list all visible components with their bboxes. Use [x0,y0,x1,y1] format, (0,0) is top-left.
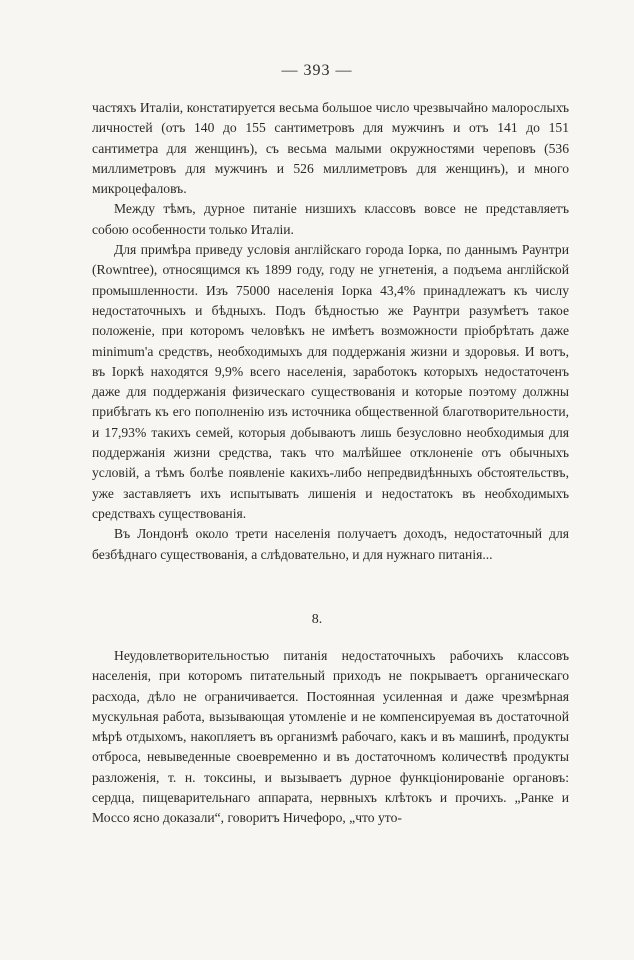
paragraph: частяхъ Италіи, констатируется весьма большое число чрезвычайно малорослыхъ личностей (отъ 140 до 155 сантиметровъ для мужчинъ и отъ 141 до 151 сантиметра для женщинъ), съ весьма малыми окружностями череповъ (536 миллиметровъ для мужчинъ и 526 миллиметровъ для женщинъ), и много микроцефаловъ. [92,100,569,197]
paragraph: Для примѣра приведу условія англійскаго города Іорка, по даннымъ Раунтри (Rowntree), относящимся къ 1899 году, году не угнетенія, а подъема англійской промышленности. Изъ 75000 населенія Іорка 43,4% принадлежатъ къ числу недостаточныхъ и бѣдныхъ. Подъ бѣдностью же Раунтри разумѣетъ такое положеніе, при которомъ человѣкъ не имѣетъ возможности пріобрѣтать даже minimum'а средствъ, необходимыхъ для поддержанія жизни и здоровья. И вотъ, въ Іоркѣ находятся 9,9% всего населенія, заработокъ которыхъ недостаточенъ даже для поддержанія физическаго существованія и которые поэтому должны прибѣгать къ его пополненію изъ источника общественной благотворительности, и 17,93% такихъ семей, которыя добываютъ лишь безусловно необходимыя для поддержанія жизни средства, такъ что малѣйшее отклоненіе отъ обычныхъ условій, а тѣмъ болѣе появленіе какихъ-либо непредвидѣнныхъ обстоятельствъ, уже заставляетъ ихъ испытывать лишенія и недостатокъ въ необходимыхъ средствахъ существованія. [92,242,569,521]
text-block-bottom [92,646,569,829]
page-number: — 393 — [281,62,353,79]
section-number: 8. [311,612,323,627]
paragraph: Въ Лондонѣ около трети населенія получаетъ доходъ, недостаточный для безбѣднаго существованія, а слѣдовательно, и для нужнаго питанія... [92,526,569,562]
paragraph: Неудовлетворительностью питанія недостаточныхъ рабочихъ классовъ населенія, при которомъ питательный приходъ не покрываетъ органическаго расхода, дѣло не ограничивается. Постоянная усиленная и даже чрезмѣрная мускульная работа, вызывающая утомленіе и не компенсируемая въ достаточной мѣрѣ отдыхомъ, накопляетъ въ организмѣ рабочаго, какъ и въ машинѣ, продукты отброса, невыведенные своевременно и въ достаточномъ количествѣ продукты разложенія, т. н. токсины, и вызываетъ дурное функціонированіе органовъ: сердца, пищеварительнаго аппарата, нервныхъ клѣтокъ и прочихъ. „Ранке и Моссо ясно доказали“, говоритъ Ничефоро, „что уто- [92,648,569,826]
text-block-top [92,98,569,565]
paragraph: Между тѣмъ, дурное питаніе низшихъ классовъ вовсе не представляетъ собою особенности только Италіи. [92,201,569,237]
